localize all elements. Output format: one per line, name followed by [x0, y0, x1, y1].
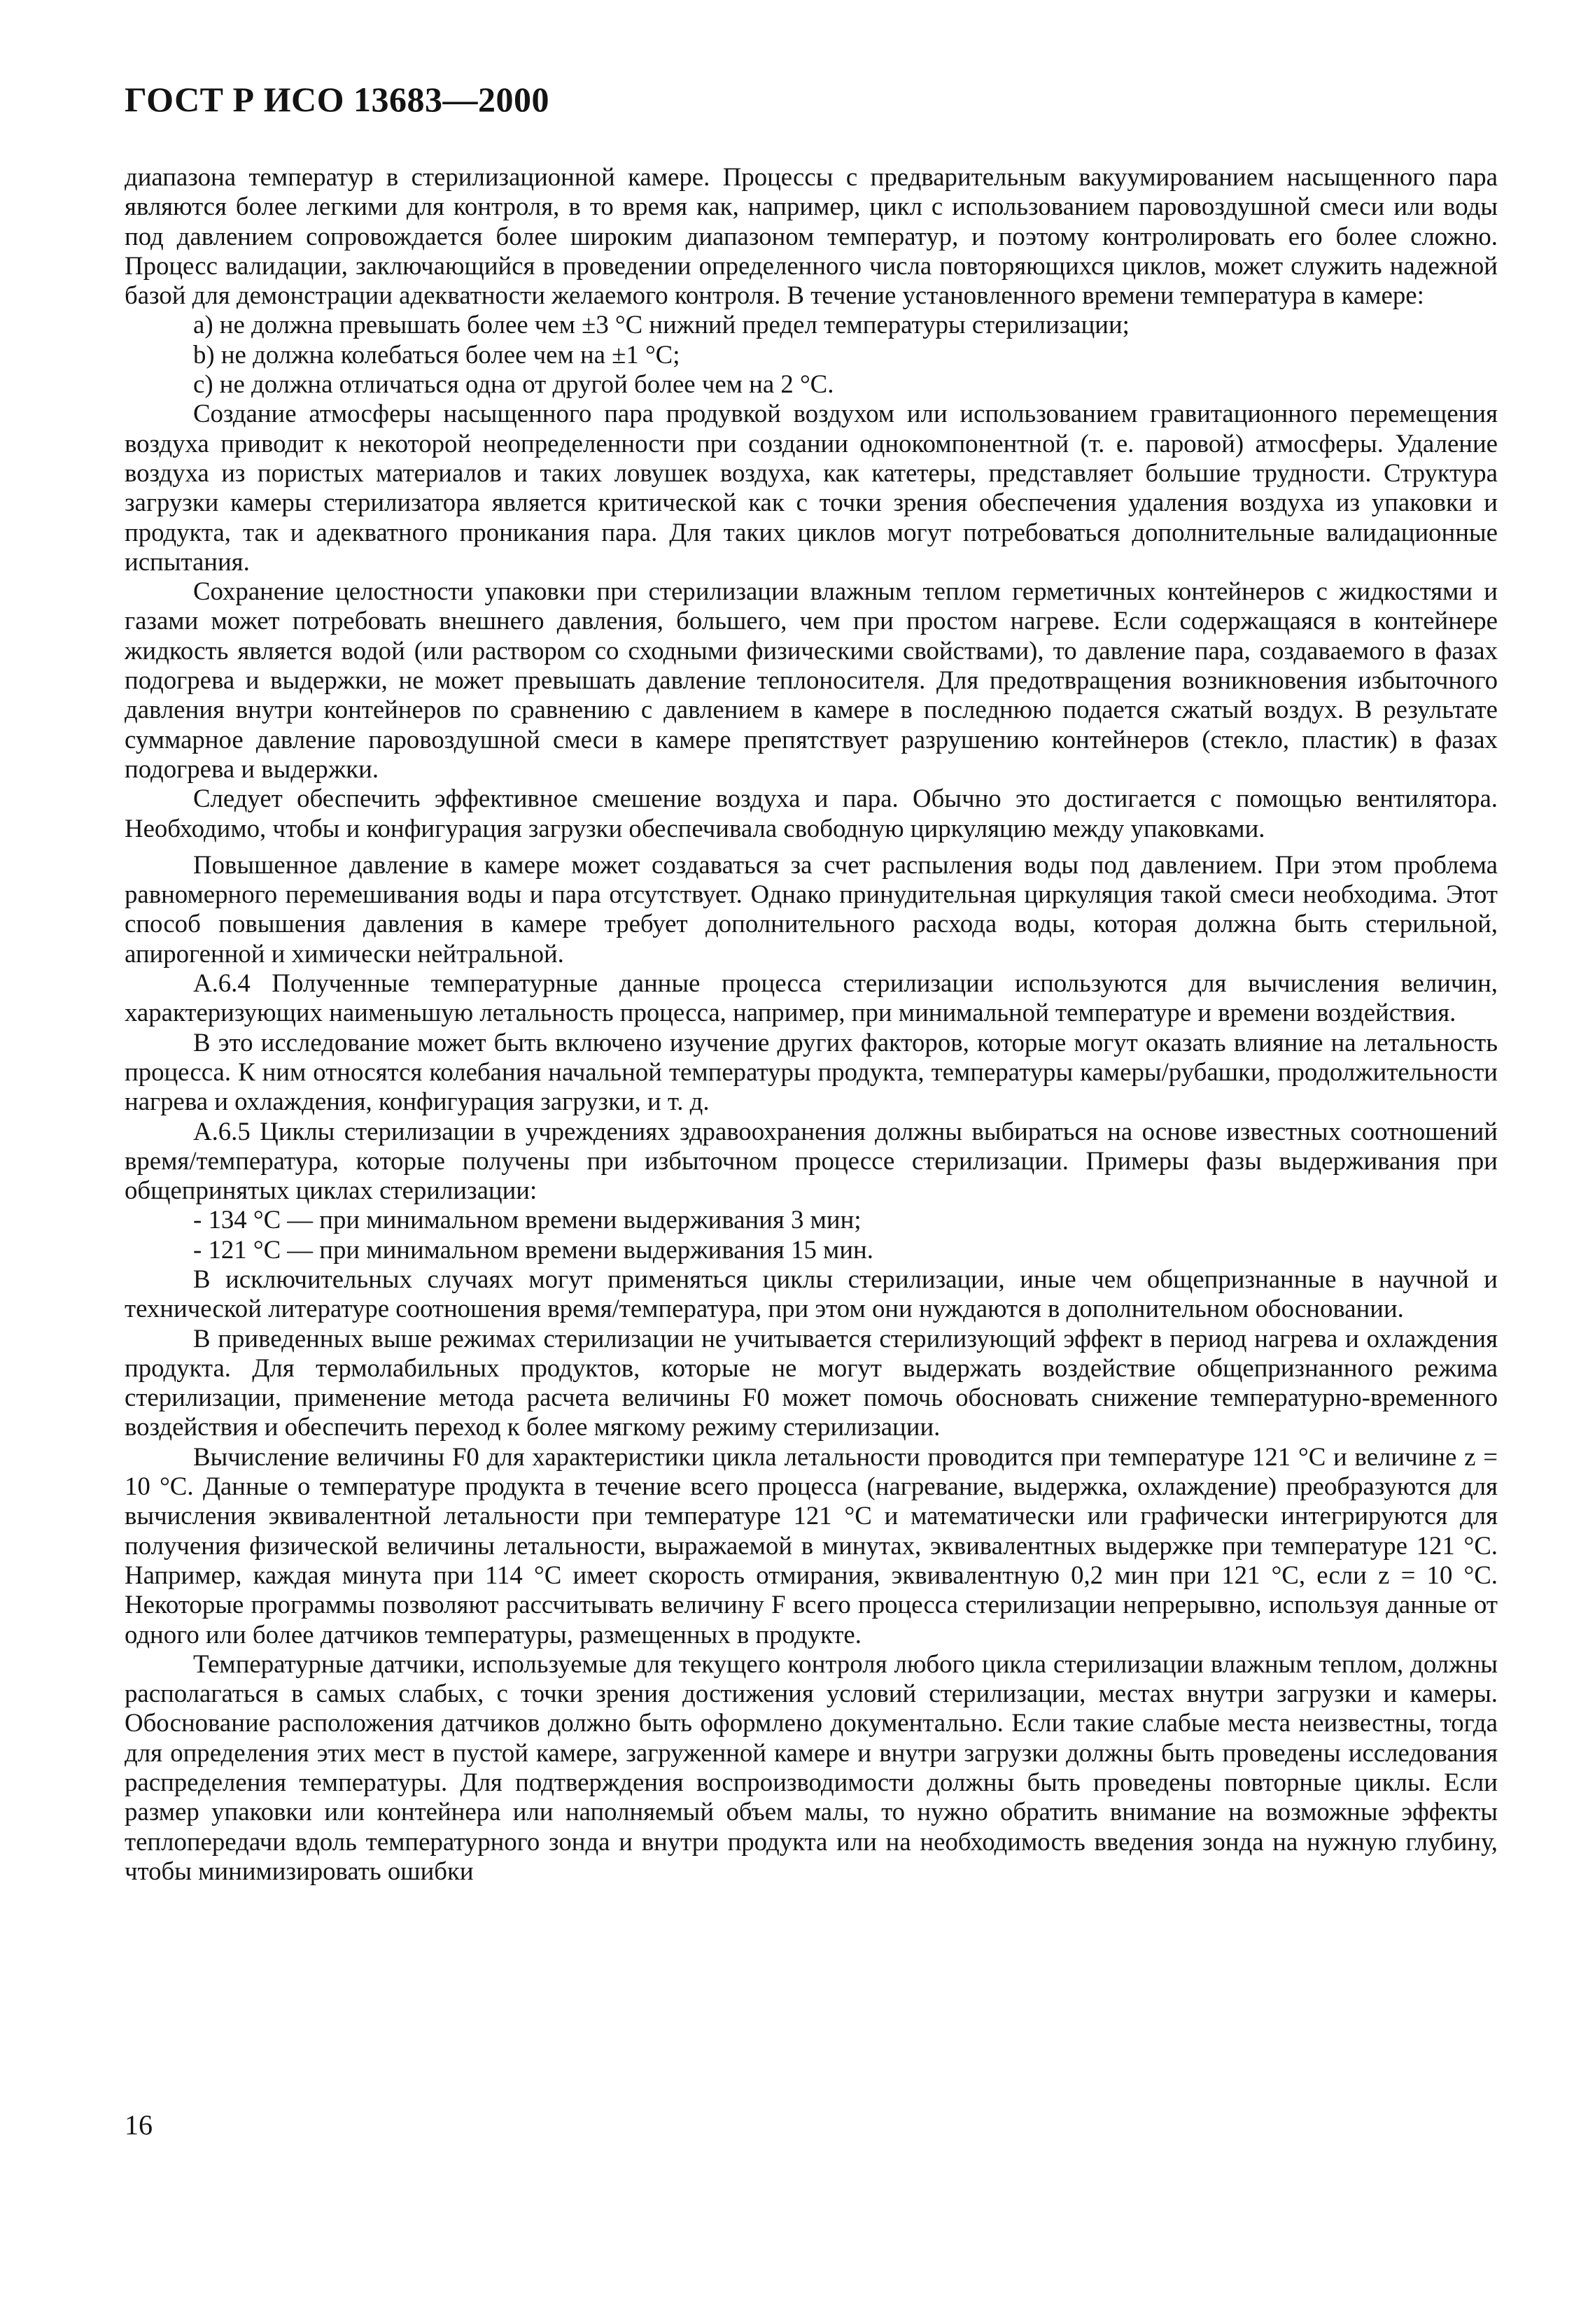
- page-header: ГОСТ Р ИСО 13683—2000: [125, 80, 549, 119]
- paragraph-a-6-5: А.6.5 Циклы стерилизации в учреждениях здравоохранения должны выбираться на основе известных соотношений время/температура, которые получены при избыточном процессе стерилизации. Примеры фазы выдерживания при общепринятых циклах стерилизации:: [125, 1116, 1498, 1205]
- paragraph-air-steam-mixing: Следует обеспечить эффективное смешение воздуха и пара. Обычно это достигается с помощью вентилятора. Необходимо, чтобы и конфигурация загрузки обеспечивала свободную циркуляцию между упаковками.: [125, 784, 1498, 843]
- list-item-b: b) не должна колебаться более чем на ±1 °С;: [193, 339, 680, 369]
- paragraph-increased-pressure: Повышенное давление в камере может создаваться за счет распыления воды под давлением. При этом проблема равномерного перемешивания воды и пара отсутствует. Однако принудительная циркуляция такой смеси необходима. Этот способ повышения давления в камере требует дополнительного расхода воды, которая должна быть стерильной, апирогенной и химически нейтральной.: [125, 850, 1498, 968]
- paragraph-a-6-4: А.6.4 Полученные температурные данные процесса стерилизации используются для вычисления величин, характеризующих наименьшую летальность процесса, например, при минимальной температуре и времени воздействия.: [125, 969, 1498, 1027]
- list-item-a: a) не должна превышать более чем ±3 °С нижний предел температуры стерилизации;: [193, 310, 1130, 339]
- page-number: 16: [125, 2109, 153, 2141]
- list-item-c: c) не должна отличаться одна от другой более чем на 2 °С.: [193, 369, 834, 399]
- paragraph-package-integrity: Сохранение целостности упаковки при стерилизации влажным теплом герметичных контейнеров с жидкостями и газами может потребовать внешнего давления, большего, чем при простом нагреве. Если содержащаяся в контейнере жидкость является водой (или раствором со сходными физическими свойствами), то давление пара, создаваемого в фазах подогрева и выдержки, не может превышать давление теплоносителя. Для предотвращения возникновения избыточного давления внутри контейнеров по сравнению с давлением в камере в последнюю подается сжатый воздух. В результате суммарное давление паровоздушной смеси в камере препятствует разрушению контейнеров (стекло, пластик) в фазах подогрева и выдержки.: [125, 577, 1498, 783]
- list-item-121: - 121 °С — при минимальном времени выдерживания 15 мин.: [193, 1234, 873, 1264]
- paragraph-continuation: диапазона температур в стерилизационной камере. Процессы с предварительным вакуумированием насыщенного пара являются более легкими для контроля, в то время как, например, цикл с использованием паровоздушной смеси или воды под давлением сопровождается более широким диапазоном температур, и поэтому контролировать его более сложно. Процесс валидации, заключающийся в проведении определенного числа повторяющихся циклов, может служить надежной базой для демонстрации адекватности желаемого контроля. В течение установленного времени температура в камере:: [125, 162, 1498, 310]
- list-item-134: - 134 °С — при минимальном времени выдерживания 3 мин;: [193, 1205, 862, 1234]
- paragraph-f0-calculation: Вычисление величины F0 для характеристики цикла летальности проводится при температуре 121 °С и величине z = 10 °С. Данные о температуре продукта в течение всего процесса (нагревание, выдержка, охлаждение) преобразуются для вычисления эквивалентной летальности при температуре 121 °С и математически или графически интегрируются для получения физической величины летальности, выражаемой в минутах, эквивалентных выдержке при температуре 121 °С. Например, каждая минута при 114 °С имеет скорость отмирания, эквивалентную 0,2 мин при 121 °С, если z = 10 °С. Некоторые программы позволяют рассчитывать величину F всего процесса стерилизации непрерывно, используя данные от одного или более датчиков температуры, размещенных в продукте.: [125, 1442, 1498, 1649]
- paragraph-heating-cooling: В приведенных выше режимах стерилизации не учитывается стерилизующий эффект в период нагрева и охлаждения продукта. Для термолабильных продуктов, которые не могут выдержать воздействие общепризнанного режима стерилизации, применение метода расчета величины F0 может помочь обосновать снижение температурно-временного воздействия и обеспечить переход к более мягкому режиму стерилизации.: [125, 1323, 1498, 1442]
- document-body: [125, 162, 1498, 1886]
- paragraph-exceptional-cases: В исключительных случаях могут применяться циклы стерилизации, иные чем общепризнанные в научной и технической литературе соотношения время/температура, при этом они нуждаются в дополнительном обосновании.: [125, 1264, 1498, 1323]
- paragraph-temperature-sensors: Температурные датчики, используемые для текущего контроля любого цикла стерилизации влажным теплом, должны располагаться в самых слабых, с точки зрения достижения условий стерилизации, местах внутри загрузки и камеры. Обоснование расположения датчиков должно быть оформлено документально. Если такие слабые места неизвестны, тогда для определения этих мест в пустой камере, загруженной камере и внутри загрузки должны быть проведены исследования распределения температуры. Для подтверждения воспроизводимости должны быть проведены повторные циклы. Если размер упаковки или контейнера или наполняемый объем малы, то нужно обратить внимание на возможные эффекты теплопередачи вдоль температурного зонда и внутри продукта или на необходимость введения зонда на нужную глубину, чтобы минимизировать ошибки: [125, 1649, 1498, 1885]
- paragraph-saturated-steam: Создание атмосферы насыщенного пара продувкой воздухом или использованием гравитационного перемещения воздуха приводит к некоторой неопределенности при создании однокомпонентной (т. е. паровой) атмосферы. Удаление воздуха из пористых материалов и таких ловушек воздуха, как катетеры, представляет большие трудности. Структура загрузки камеры стерилизатора является критической как с точки зрения обеспечения удаления воздуха из упаковки и продукта, так и адекватного проникания пара. Для таких циклов могут потребоваться дополнительные валидационные испытания.: [125, 399, 1498, 576]
- paragraph-other-factors: В это исследование может быть включено изучение других факторов, которые могут оказать влияние на летальность процесса. К ним относятся колебания начальной температуры продукта, температуры камеры/рубашки, продолжительности нагрева и охлаждения, конфигурация загрузки, и т. д.: [125, 1027, 1498, 1116]
